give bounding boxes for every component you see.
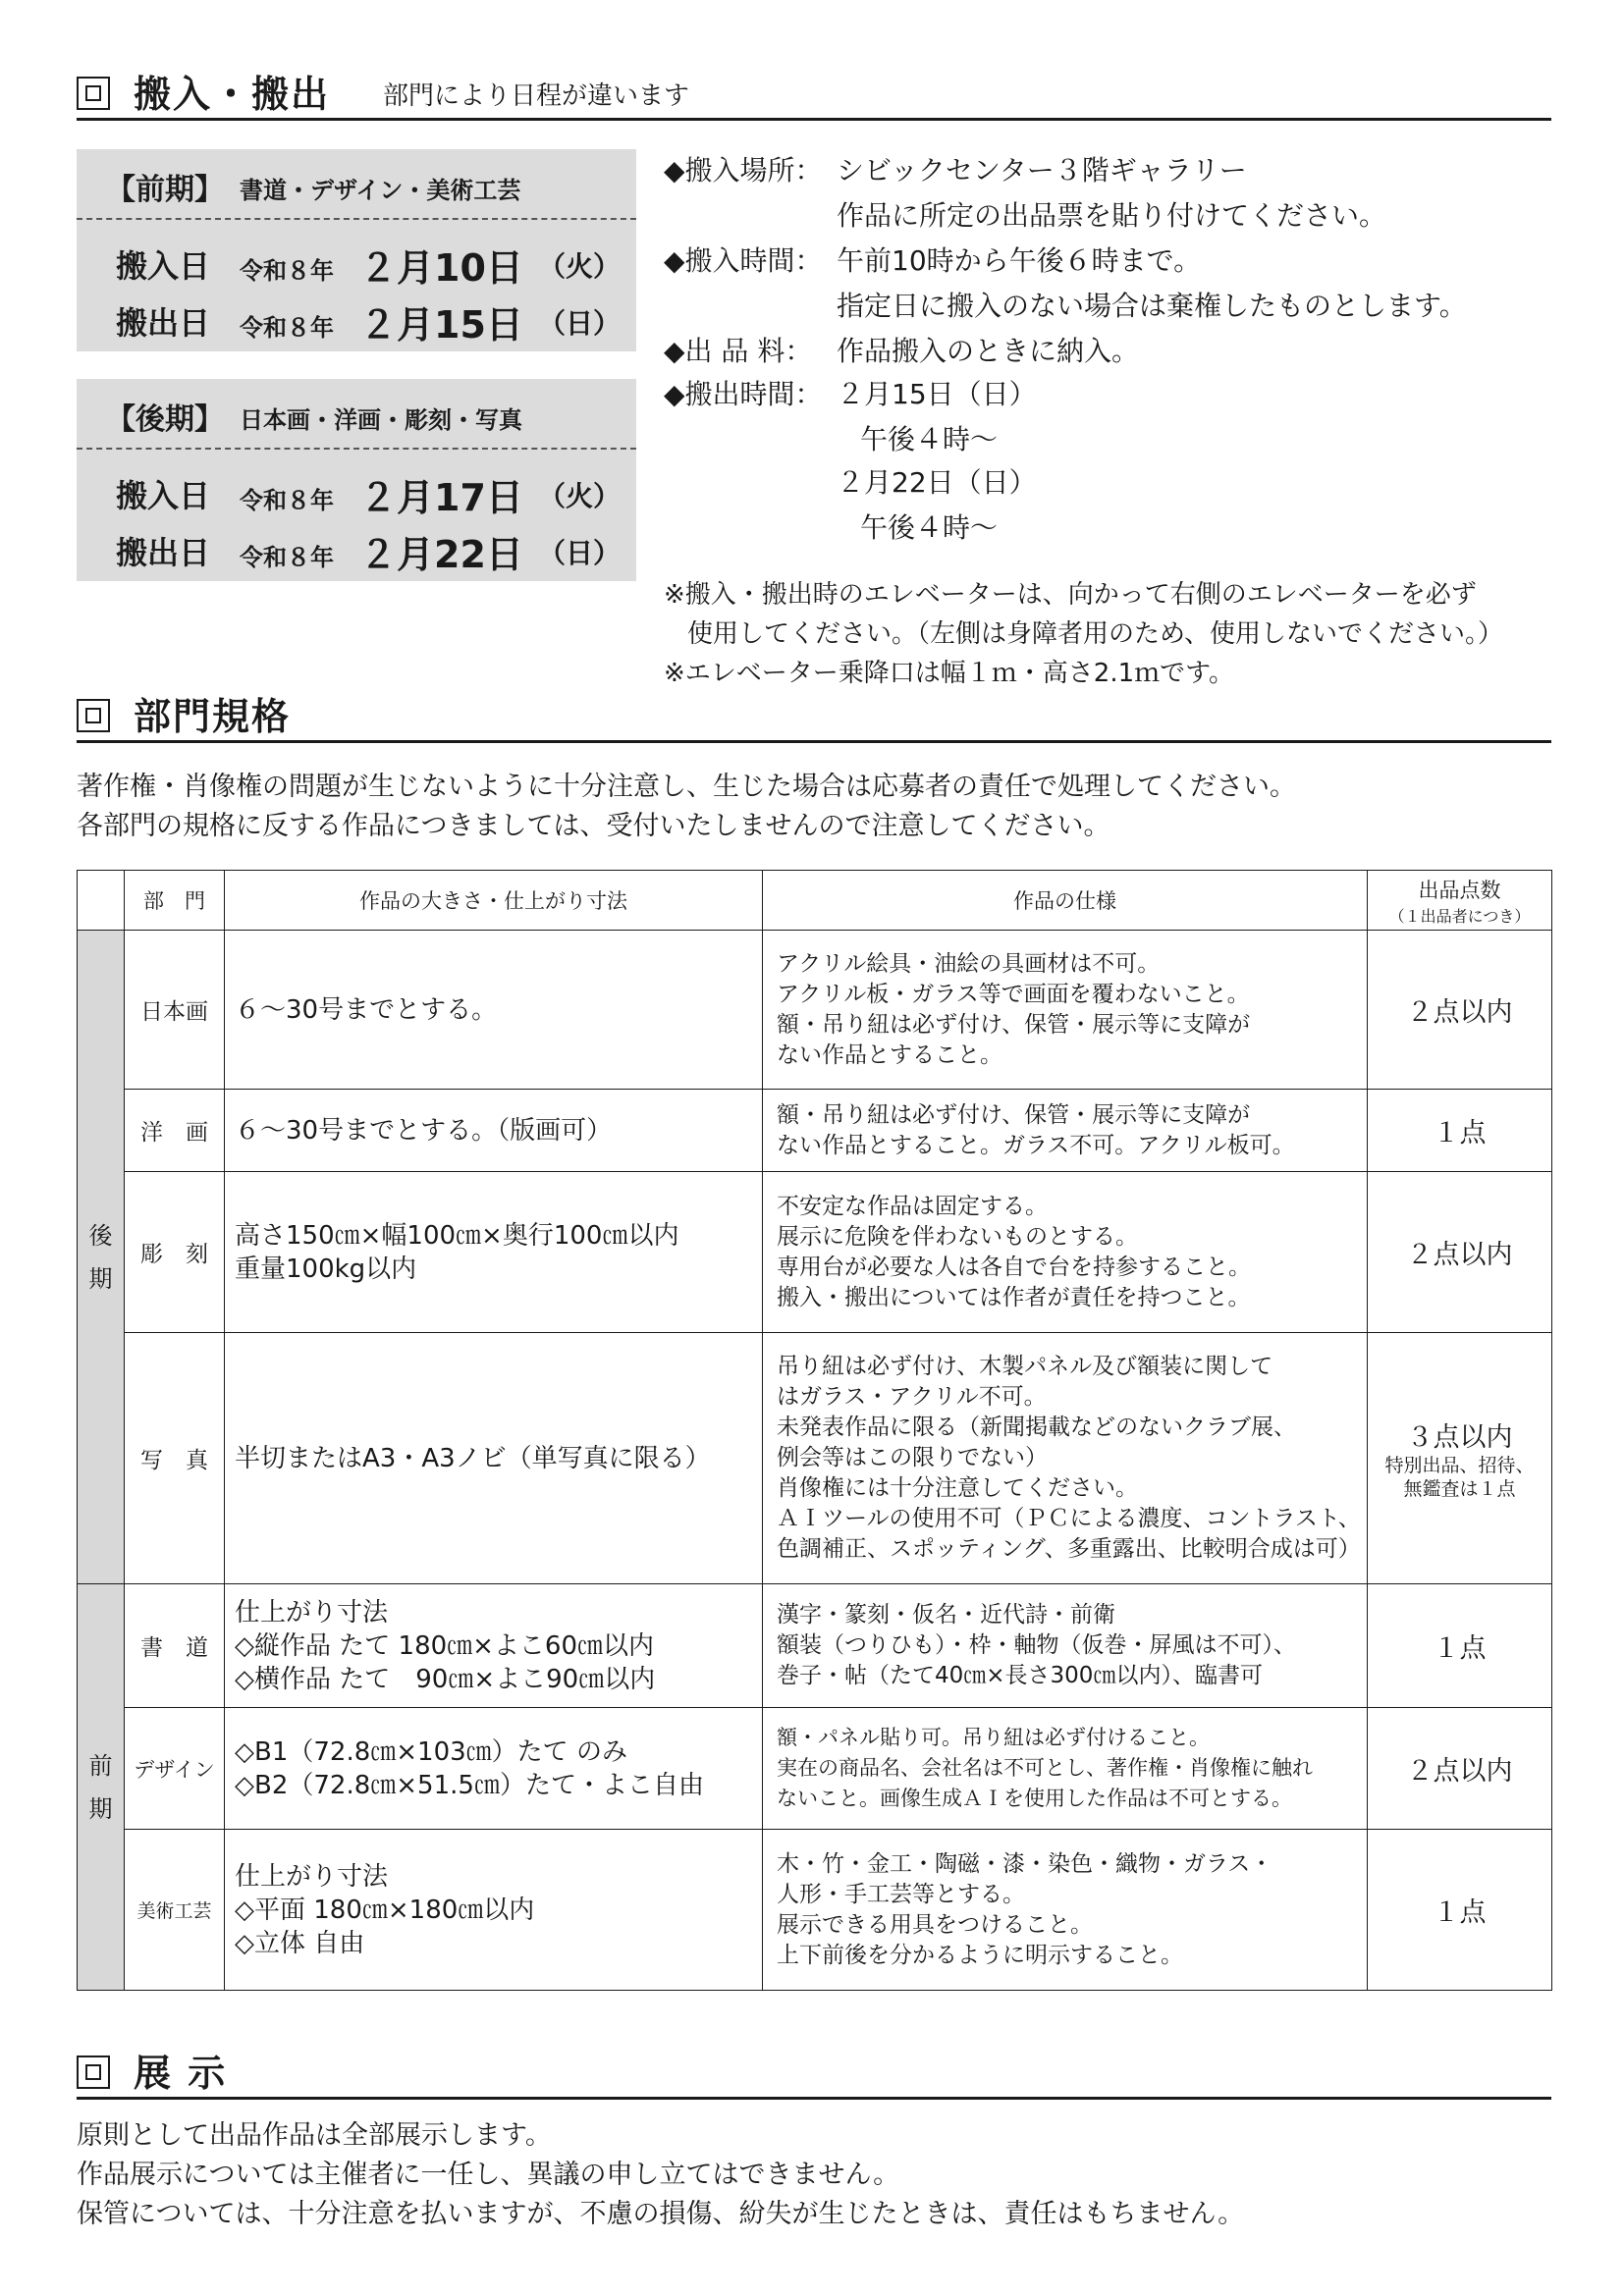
section-heading-standards	[77, 693, 1551, 743]
spec-line: 展示できる用具をつけること。	[777, 1911, 1093, 1938]
carry-out-row	[77, 520, 636, 575]
spec-line: 実在の商品名、会社名は不可とし、著作権・肖像権に触れ	[777, 1756, 1313, 1780]
count-cell: １点	[1368, 1584, 1552, 1708]
row-key: 搬入日	[116, 247, 211, 285]
header-dept: 部 門	[125, 871, 225, 931]
info-out-time1: 午後４時～	[860, 423, 999, 455]
count-cell: １点	[1368, 1090, 1552, 1172]
section-title: 部門規格	[134, 695, 292, 738]
table-row	[78, 1708, 1552, 1830]
info-out-date2: ２月22日（日）	[837, 466, 1037, 499]
count-cell	[1368, 1333, 1552, 1584]
spec-line: 漢字・篆刻・仮名・近代詩・前衛	[777, 1602, 1115, 1628]
size-cell	[225, 1830, 763, 1991]
info-place: シビックセンター３階ギャラリー	[837, 154, 1247, 187]
spec-line: ないこと。画像生成ＡＩを使用した作品は不可とする。	[777, 1787, 1292, 1810]
carry-in-row	[77, 463, 636, 518]
spec-line: ない作品とすること。ガラス不可。アクリル板可。	[777, 1132, 1295, 1158]
size-line: ◇縦作品 たて 180㎝×よこ60㎝以内	[235, 1630, 655, 1661]
table-row	[78, 1090, 1552, 1172]
period-label: 【後期】	[106, 402, 224, 437]
info-note-elevator-cont: 使用してください。（左側は身障者用のため、使用しないでください。）	[687, 619, 1503, 649]
info-fee: 作品搬入のときに納入。	[837, 335, 1140, 367]
size-line: ◇平面 180㎝×180㎝以内	[235, 1895, 535, 1925]
section-heading-carry	[77, 71, 1551, 121]
size-cell	[225, 931, 763, 1090]
size-line: 重量100kg以内	[235, 1254, 417, 1284]
section-square-icon	[77, 2056, 110, 2089]
row-era: 令和８年	[240, 544, 334, 571]
spec-line: 搬入・搬出については作者が責任を持つこと。	[777, 1284, 1251, 1310]
info-note-elevator-size: ※エレベーター乗降口は幅１ｍ・高さ2.1ｍです。	[664, 659, 1235, 688]
table-row	[78, 1333, 1552, 1584]
row-key: 搬入日	[116, 477, 211, 514]
group-char: 期	[88, 1264, 113, 1293]
table-row	[78, 1172, 1552, 1333]
period-divisions: 書道・デザイン・美術工芸	[240, 177, 521, 204]
dept-cell: デザイン	[125, 1708, 225, 1830]
group-early	[78, 1584, 125, 1991]
exhibition-paragraph: 保管については、十分注意を払いますが、不慮の損傷、紛失が生じたときは、責任はもちません。	[77, 2199, 1245, 2229]
row-weekday: （日）	[538, 537, 622, 569]
size-cell	[225, 1584, 763, 1708]
size-cell	[225, 1172, 763, 1333]
spec-line: アクリル板・ガラス等で画面を覆わないこと。	[777, 981, 1250, 1007]
header-spec: 作品の仕様	[763, 871, 1368, 931]
spec-line: 色調補正、スポッティング、多重露出、比較明合成は可）	[777, 1536, 1361, 1562]
section-heading-exhibition	[77, 2050, 1551, 2100]
schedule-header	[77, 379, 636, 450]
table-row	[78, 931, 1552, 1090]
size-line: ◇B2（72.8㎝×51.5㎝）たて・よこ自由	[235, 1770, 704, 1800]
spec-line: ＡＩツールの使用不可（ＰＣによる濃度、コントラスト、	[777, 1506, 1361, 1531]
spec-line: 額・パネル貼り可。吊り紐は必ず付けること。	[777, 1726, 1210, 1749]
count-cell: ２点以内	[1368, 931, 1552, 1090]
size-line: 半切またはA3・A3ノビ（単写真に限る）	[235, 1443, 711, 1473]
size-line: ◇横作品 たて 90㎝×よこ90㎝以内	[235, 1664, 656, 1694]
carry-in-row	[77, 234, 636, 289]
info-fee-label: ◆出 品 料：	[664, 335, 813, 367]
period-divisions: 日本画・洋画・彫刻・写真	[240, 406, 522, 434]
carry-out-row	[77, 291, 636, 346]
info-place-note: 作品に所定の出品票を貼り付けてください。	[837, 199, 1387, 232]
count-note: 特別出品、招待、	[1384, 1455, 1535, 1476]
table-header-row	[78, 871, 1552, 931]
dept-cell: 日本画	[125, 931, 225, 1090]
schedule-late	[77, 379, 636, 581]
header-blank	[78, 871, 125, 931]
spec-line: 展示に危険を伴わないものとする。	[777, 1223, 1138, 1250]
period-label: 【前期】	[106, 173, 224, 207]
spec-line: 額・吊り紐は必ず付け、保管・展示等に支障が	[777, 1011, 1251, 1038]
section-title: 展 示	[134, 2052, 228, 2095]
spec-cell	[763, 1708, 1368, 1830]
spec-line: 額装（つりひも）・枠・軸物（仮巻・屏風は不可）、	[777, 1632, 1296, 1658]
size-line: 高さ150㎝×幅100㎝×奥行100㎝以内	[235, 1220, 679, 1251]
row-key: 搬出日	[116, 304, 211, 342]
section-note: 部門により日程が違います	[383, 81, 690, 111]
row-date: ２月15日	[359, 303, 523, 347]
standards-table	[77, 870, 1552, 1991]
group-char: 前	[88, 1751, 113, 1780]
spec-line: アクリル絵具・油絵の具画材は不可。	[777, 950, 1161, 977]
dept-cell: 美術工芸	[125, 1830, 225, 1991]
header-size: 作品の大きさ・仕上がり寸法	[225, 871, 763, 931]
spec-line: 吊り紐は必ず付け、木製パネル及び額装に関して	[777, 1354, 1273, 1379]
row-key: 搬出日	[116, 534, 211, 571]
row-weekday: （日）	[538, 307, 622, 340]
row-weekday: （火）	[538, 250, 622, 283]
spec-line: 木・竹・金工・陶磁・漆・染色・織物・ガラス・	[777, 1850, 1273, 1877]
count-cell: １点	[1368, 1830, 1552, 1991]
dept-cell: 写 真	[125, 1333, 225, 1584]
size-line: ◇立体 自由	[235, 1928, 365, 1958]
size-line: ◇B1（72.8㎝×103㎝）たて のみ	[235, 1736, 627, 1767]
table-row	[78, 1584, 1552, 1708]
dept-cell: 洋 画	[125, 1090, 225, 1172]
info-out-time2: 午後４時～	[860, 511, 999, 544]
info-note-elevator: ※搬入・搬出時のエレベーターは、向かって右側のエレベーターを必ず	[664, 580, 1477, 610]
info-time-note: 指定日に搬入のない場合は棄権したものとします。	[837, 290, 1467, 322]
info-out-label: ◆搬出時間：	[664, 378, 823, 410]
info-time: 午前10時から午後６時まで。	[837, 244, 1202, 277]
row-date: ２月17日	[359, 476, 523, 519]
size-line: ６～30号までとする。（版画可）	[235, 1115, 613, 1146]
row-date: ２月22日	[359, 533, 523, 576]
spec-cell	[763, 1090, 1368, 1172]
dept-cell: 彫 刻	[125, 1172, 225, 1333]
spec-line: 額・吊り紐は必ず付け、保管・展示等に支障が	[777, 1101, 1251, 1128]
spec-line: ない作品とすること。	[777, 1041, 1002, 1068]
row-weekday: （火）	[538, 480, 622, 512]
header-count	[1368, 871, 1552, 931]
spec-line: 不安定な作品は固定する。	[777, 1193, 1048, 1219]
spec-line: 上下前後を分かるように明示すること。	[777, 1942, 1183, 1968]
info-time-label: ◆搬入時間：	[664, 244, 823, 277]
section-square-icon	[77, 699, 110, 732]
spec-line: 専用台が必要な人は各自で台を持参すること。	[777, 1254, 1251, 1280]
count-value: ３点以内	[1406, 1422, 1513, 1453]
exhibition-paragraph: 作品展示については主催者に一任し、異議の申し立てはできません。	[77, 2160, 900, 2190]
header-count-sub: （１出品者につき）	[1388, 906, 1531, 926]
spec-line: はガラス・アクリル不可。	[777, 1384, 1047, 1410]
section-title: 搬入・搬出	[134, 73, 331, 116]
size-line: 仕上がり寸法	[235, 1861, 389, 1892]
size-cell	[225, 1333, 763, 1584]
section-square-icon	[77, 77, 110, 110]
group-char: 期	[88, 1794, 113, 1823]
group-char: 後	[88, 1221, 113, 1250]
spec-line: 未発表作品に限る（新聞掲載などのないクラブ展、	[777, 1415, 1296, 1440]
standards-paragraph: 各部門の規格に反する作品につきましては、受付いたしませんので注意してください。	[77, 811, 1110, 841]
spec-cell	[763, 931, 1368, 1090]
row-date: ２月10日	[359, 246, 523, 290]
spec-cell	[763, 1830, 1368, 1991]
standards-paragraph: 著作権・肖像権の問題が生じないように十分注意し、生じた場合は応募者の責任で処理してください。	[77, 772, 1296, 802]
spec-line: 人形・手工芸等とする。	[777, 1881, 1025, 1907]
dept-cell: 書 道	[125, 1584, 225, 1708]
size-line: ６～30号までとする。	[235, 994, 498, 1025]
spec-cell	[763, 1172, 1368, 1333]
group-late	[78, 931, 125, 1584]
row-era: 令和８年	[240, 487, 334, 514]
header-count-label: 出品点数	[1418, 878, 1501, 902]
row-era: 令和８年	[240, 314, 334, 342]
spec-line: 例会等はこの限りでない）	[777, 1445, 1048, 1470]
spec-line: 巻子・帖（たて40㎝×長さ300㎝以内）、臨書可	[777, 1663, 1263, 1688]
spec-cell	[763, 1333, 1368, 1584]
info-out-date1: ２月15日（日）	[837, 378, 1037, 410]
count-cell: ２点以内	[1368, 1708, 1552, 1830]
count-note: 無鑑査は１点	[1403, 1478, 1516, 1500]
table-row	[78, 1830, 1552, 1991]
schedule-early	[77, 149, 636, 351]
schedule-header	[77, 149, 636, 220]
info-place-label: ◆搬入場所：	[664, 154, 823, 187]
size-cell	[225, 1090, 763, 1172]
row-era: 令和８年	[240, 257, 334, 285]
count-cell: ２点以内	[1368, 1172, 1552, 1333]
size-line: 仕上がり寸法	[235, 1597, 389, 1628]
size-cell	[225, 1708, 763, 1830]
spec-cell	[763, 1584, 1368, 1708]
exhibition-paragraph: 原則として出品作品は全部展示します。	[77, 2120, 552, 2151]
spec-line: 肖像権には十分注意してください。	[777, 1475, 1138, 1501]
